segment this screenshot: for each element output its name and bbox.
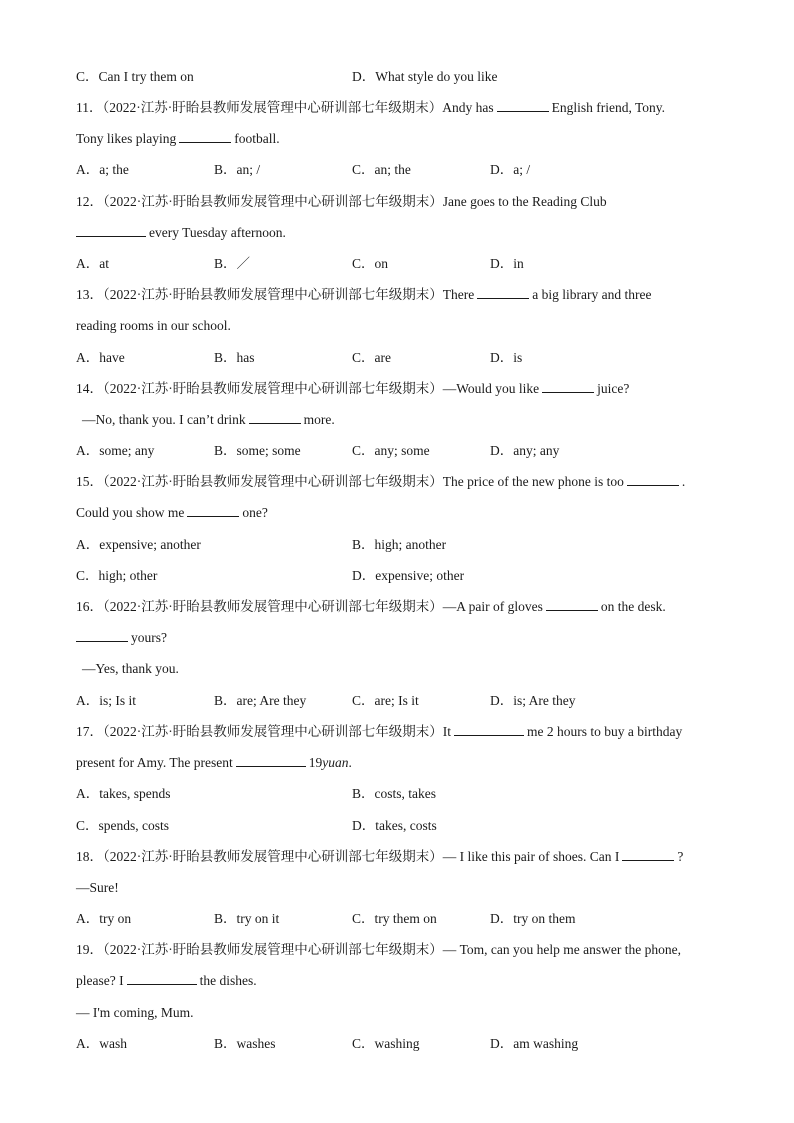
q18-option-c[interactable]: C．try them on [352, 911, 437, 926]
q14-option-b[interactable]: B．some; some [214, 443, 301, 458]
q12-option-b[interactable]: B．／ [214, 256, 251, 271]
q13-option-d[interactable]: D．is [490, 350, 523, 365]
answer-blank [76, 629, 128, 642]
q19-option-d[interactable]: D．am washing [490, 1036, 579, 1051]
q11-option-b[interactable]: B．an; / [214, 162, 261, 177]
question-19-line-1: 19．（2022·江苏·盱眙县教师发展管理中心研训部七年级期末）— Tom, can you help me answer the phone, [76, 942, 681, 957]
q19-option-a[interactable]: A．wash [76, 1036, 127, 1051]
q14-option-c[interactable]: C．any; some [352, 443, 430, 458]
question-16-line-1: 16．（2022·江苏·盱眙县教师发展管理中心研训部七年级期末）—A pair of gloves on the desk. [76, 599, 666, 614]
question-number: 11． [76, 100, 103, 115]
q15-option-c[interactable]: C．high; other [76, 568, 158, 583]
answer-blank [187, 504, 239, 517]
answer-blank [236, 754, 306, 767]
q12-option-c[interactable]: C．on [352, 256, 389, 271]
question-13-line-2: reading rooms in our school. [76, 318, 231, 333]
question-14-line-1: 14．（2022·江苏·盱眙县教师发展管理中心研训部七年级期末）—Would you like juice? [76, 381, 630, 396]
q14-option-a[interactable]: A．some; any [76, 443, 155, 458]
q13-option-c[interactable]: C．are [352, 350, 391, 365]
answer-blank [179, 130, 231, 143]
question-15-line-1: 15．（2022·江苏·盱眙县教师发展管理中心研训部七年级期末）The price of the new phone is too . [76, 474, 686, 489]
answer-blank [622, 848, 674, 861]
question-17-line-1: 17．（2022·江苏·盱眙县教师发展管理中心研训部七年级期末）It me 2 hours to buy a birthday [76, 724, 683, 739]
question-12-line-1: 12．（2022·江苏·盱眙县教师发展管理中心研训部七年级期末）Jane goes to the Reading Club [76, 194, 607, 209]
question-14-line-2: —No, thank you. I can’t drink more. [82, 412, 335, 427]
q11-option-a[interactable]: A．a; the [76, 162, 129, 177]
q15-option-b[interactable]: B．high; another [352, 537, 447, 552]
prev-option-c: C．Can I try them on [76, 69, 194, 84]
answer-blank [76, 224, 146, 237]
answer-blank [249, 411, 301, 424]
answer-blank [627, 473, 679, 486]
answer-blank [477, 286, 529, 299]
q13-option-a[interactable]: A．have [76, 350, 125, 365]
q17-option-b[interactable]: B．costs, takes [352, 786, 436, 801]
q14-option-d[interactable]: D．any; any [490, 443, 560, 458]
question-15-line-2: Could you show me one? [76, 505, 268, 520]
q11-option-c[interactable]: C．an; the [352, 162, 411, 177]
q16-option-d[interactable]: D．is; Are they [490, 693, 576, 708]
question-11-line-2: Tony likes playing football. [76, 131, 280, 146]
q13-option-b[interactable]: B．has [214, 350, 255, 365]
question-16-line-2: yours? [76, 629, 167, 647]
answer-blank [454, 723, 524, 736]
answer-blank [542, 380, 594, 393]
q17-option-d[interactable]: D．takes, costs [352, 818, 437, 833]
q12-option-a[interactable]: A．at [76, 256, 109, 271]
q15-option-a[interactable]: A．expensive; another [76, 537, 201, 552]
q16-option-c[interactable]: C．are; Is it [352, 693, 419, 708]
q12-option-d[interactable]: D．in [490, 256, 524, 271]
q17-option-a[interactable]: A．takes, spends [76, 786, 171, 801]
answer-blank [497, 99, 549, 112]
question-11-line-1: 11．（2022·江苏·盱眙县教师发展管理中心研训部七年级期末）Andy has English friend, Tony. [76, 100, 666, 115]
answer-blank [546, 598, 598, 611]
answer-blank [127, 972, 197, 985]
q18-option-b[interactable]: B．try on it [214, 911, 280, 926]
question-source: （2022·江苏·盱眙县教师发展管理中心研训部七年级期末） [102, 100, 443, 115]
prev-option-d: D．What style do you like [352, 69, 498, 84]
q16-option-b[interactable]: B．are; Are they [214, 693, 307, 708]
question-18-line-2: —Sure! [76, 880, 119, 895]
question-19-line-2: please? I the dishes. [76, 973, 257, 988]
question-12-line-2: every Tuesday afternoon. [76, 224, 286, 242]
q11-option-d[interactable]: D．a; / [490, 162, 531, 177]
q18-option-a[interactable]: A．try on [76, 911, 132, 926]
question-18-line-1: 18．（2022·江苏·盱眙县教师发展管理中心研训部七年级期末）— I like this pair of shoes. Can I ? [76, 849, 684, 864]
q19-option-c[interactable]: C．washing [352, 1036, 420, 1051]
q17-option-c[interactable]: C．spends, costs [76, 818, 170, 833]
q15-option-d[interactable]: D．expensive; other [352, 568, 465, 583]
question-19-line-3: — I'm coming, Mum. [76, 1005, 194, 1020]
question-16-line-3: —Yes, thank you. [82, 661, 179, 676]
q19-option-b[interactable]: B．washes [214, 1036, 276, 1051]
q16-option-a[interactable]: A．is; Is it [76, 693, 137, 708]
question-13-line-1: 13．（2022·江苏·盱眙县教师发展管理中心研训部七年级期末）There a big library and three [76, 287, 652, 302]
q18-option-d[interactable]: D．try on them [490, 911, 576, 926]
question-17-line-2: present for Amy. The present 19yuan. [76, 755, 352, 770]
